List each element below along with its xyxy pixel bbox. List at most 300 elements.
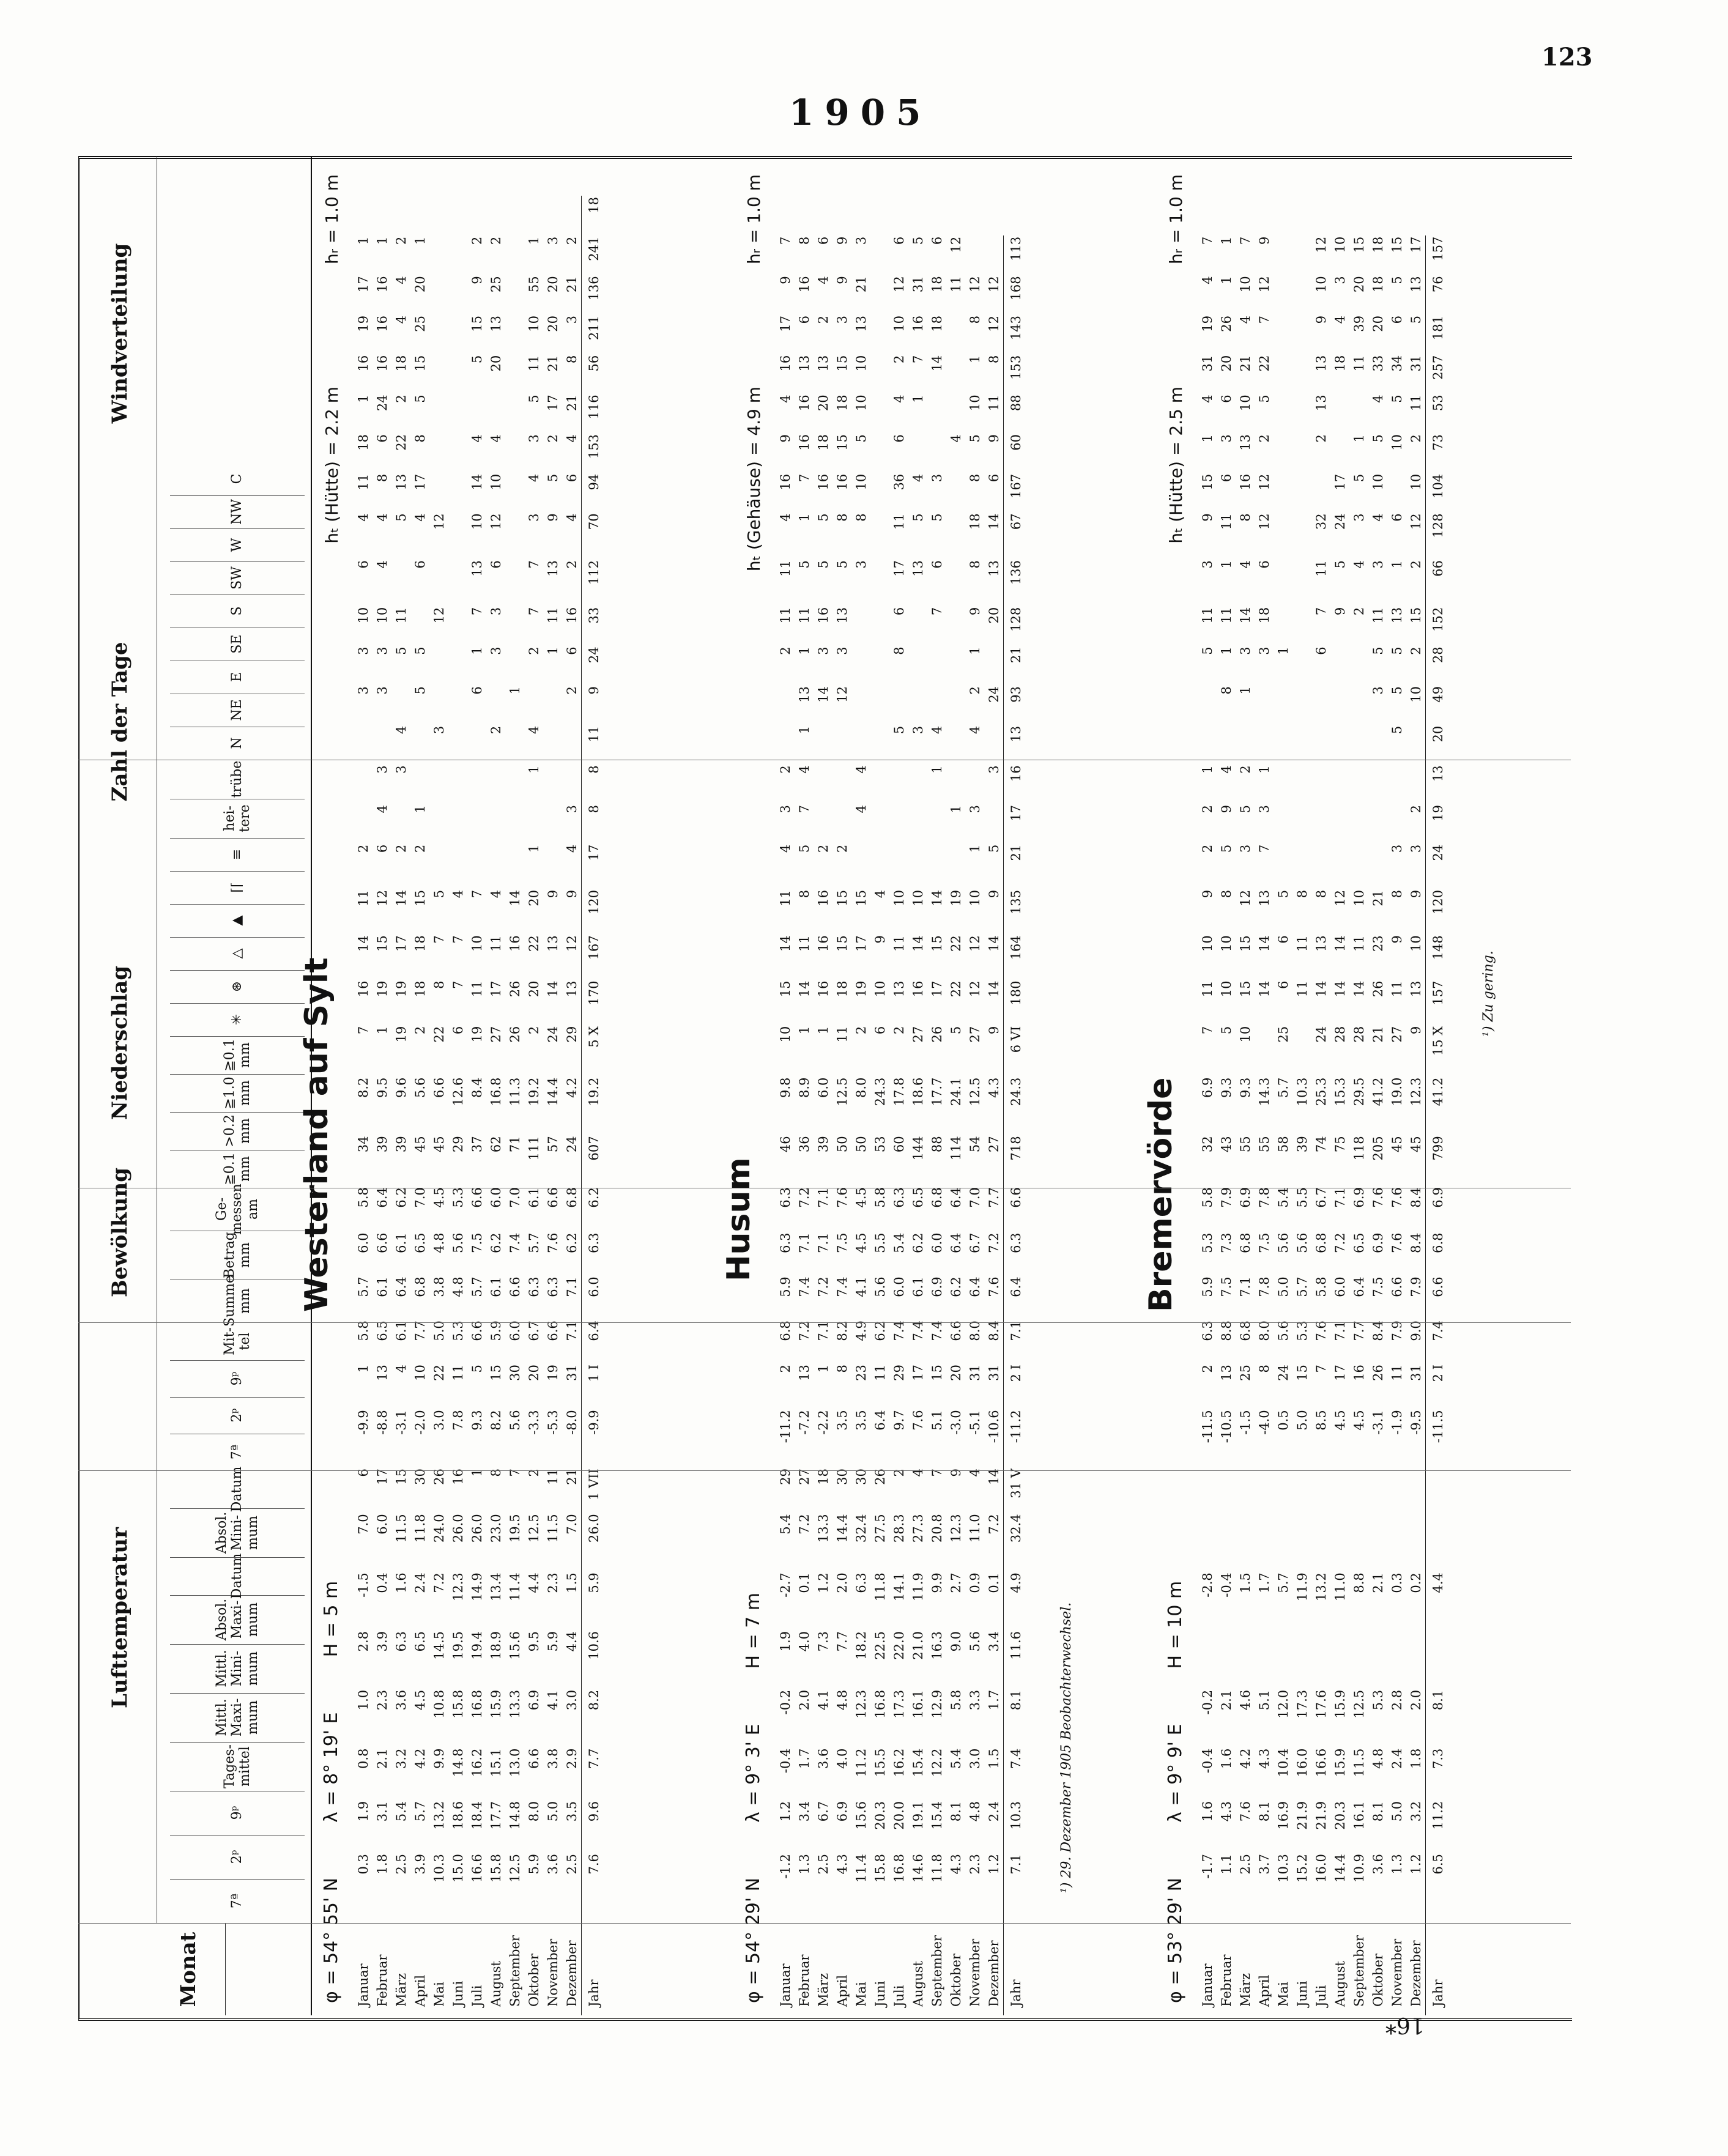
table-cell: [946, 606, 965, 646]
table-cell: 55: [526, 276, 541, 293]
table-cell: 1: [1218, 560, 1234, 569]
table-cell: 4: [853, 765, 869, 774]
table-cell: 6.5: [1426, 1853, 1451, 1905]
table-cell: 2: [1200, 844, 1215, 853]
hr-height: hᵣ = 1.0 m: [744, 174, 764, 264]
table-cell: [429, 433, 448, 473]
table-cell: 4: [469, 434, 484, 443]
table-cell: [1217, 1513, 1236, 1571]
table-cell: 25: [488, 276, 503, 293]
table-cell: [870, 645, 889, 685]
table-cell: 19: [469, 1026, 484, 1043]
table-cell: 1: [1237, 686, 1253, 695]
table-cell: 4.5: [412, 1689, 428, 1711]
table-cell: 27: [967, 1026, 982, 1043]
table-cell: 12: [986, 276, 1001, 293]
table-cell: 11: [834, 1026, 850, 1043]
table-cell: 4.3: [986, 1077, 1001, 1098]
table-cell: 6.1: [488, 1276, 503, 1297]
table-cell: 1: [507, 686, 522, 695]
table-cell: 3: [1351, 513, 1366, 522]
table-cell: 3.6: [545, 1854, 560, 1875]
station-name: Husum: [721, 1157, 757, 1281]
table-cell: [524, 685, 543, 725]
table-cell: 14: [929, 355, 944, 372]
table-cell: [908, 843, 927, 889]
table-cell: 8: [564, 355, 579, 364]
table-cell: 11: [1389, 980, 1404, 998]
month-label: Oktober: [948, 1954, 963, 2007]
table-cell: -9.9: [355, 1410, 371, 1435]
table-cell: 5.6: [1275, 1321, 1291, 1341]
table-cell: 4.2: [1237, 1748, 1253, 1769]
table-cell: 19: [853, 980, 869, 998]
table-cell: 6.2: [910, 1232, 925, 1253]
table-cell: 3: [355, 646, 371, 655]
table-cell: 6.1: [526, 1187, 541, 1208]
table-cell: 6: [412, 560, 428, 569]
table-cell: 718: [1004, 1135, 1029, 1186]
table-cell: 5: [412, 646, 428, 655]
table-cell: 13: [393, 473, 409, 491]
table-cell: 5: [1408, 316, 1423, 324]
table-cell: 7.0: [412, 1187, 428, 1208]
table-cell: 18: [834, 395, 850, 412]
table-cell: 7: [526, 560, 541, 569]
table-cell: 2.1: [1370, 1573, 1385, 1593]
table-cell: 15.1: [488, 1748, 503, 1777]
table-cell: 5: [412, 686, 428, 695]
table-cell: 16: [1004, 764, 1029, 804]
table-cell: 7.4: [891, 1321, 907, 1341]
table-cell: 5.1: [1256, 1689, 1272, 1711]
table-cell: 4: [967, 1469, 982, 1477]
table-cell: 2: [355, 844, 371, 853]
table-cell: 12.2: [929, 1748, 944, 1777]
table-cell: 3: [526, 434, 541, 443]
table-cell: 211: [582, 314, 607, 354]
table-cell: 31: [1408, 355, 1423, 372]
table-cell: [467, 843, 486, 889]
table-cell: 2: [815, 316, 831, 324]
table-cell: 7.4: [929, 1321, 944, 1341]
table-cell: 1: [967, 844, 982, 853]
table-cell: [927, 645, 946, 685]
table-cell: 1.2: [1408, 1854, 1423, 1875]
table-cell: 5.3: [450, 1321, 465, 1341]
table-cell: 8: [1389, 890, 1404, 898]
table-cell: [448, 804, 467, 843]
table-cell: 1.5: [986, 1748, 1001, 1769]
table-cell: [1387, 1513, 1406, 1571]
table-cell: 13: [1237, 434, 1253, 451]
table-cell: 7: [796, 805, 812, 813]
table-row: [467, 156, 486, 2015]
table-cell: 8: [488, 1469, 503, 1477]
table-cell: 16: [450, 1469, 465, 1485]
table-cell: 2: [564, 686, 579, 695]
table-row: [505, 156, 524, 2015]
table-cell: 6.6: [1004, 1186, 1029, 1231]
table-cell: -9.5: [1408, 1410, 1423, 1435]
table-cell: 4.9: [853, 1321, 869, 1341]
table-cell: 4.5: [853, 1187, 869, 1208]
table-cell: 5.7: [469, 1276, 484, 1297]
table-cell: 11: [355, 473, 371, 491]
table-cell: 15: [1294, 1365, 1310, 1381]
table-cell: 6.8: [777, 1321, 793, 1341]
table-cell: 18.2: [853, 1631, 869, 1660]
table-cell: 14: [986, 935, 1001, 952]
table-cell: [1311, 685, 1330, 725]
table-cell: [505, 804, 524, 843]
table-cell: 17: [488, 980, 503, 998]
table-cell: [870, 314, 889, 354]
table-row: [1387, 156, 1406, 2015]
table-cell: 6: [1313, 646, 1329, 655]
table-cell: [851, 843, 870, 889]
table-cell: [927, 804, 946, 843]
table-cell: 20: [815, 395, 831, 412]
table-cell: 2: [891, 1469, 907, 1477]
table-cell: 2.4: [412, 1573, 428, 1593]
column-header: Summe mm: [170, 1280, 305, 1323]
table-cell: 24: [1275, 1365, 1291, 1381]
table-cell: 5.3: [1370, 1689, 1385, 1711]
table-cell: 24: [1332, 513, 1348, 530]
column-header: NW: [170, 495, 305, 529]
table-cell: 4: [910, 1469, 925, 1477]
table-cell: 9.8: [777, 1077, 793, 1098]
table-cell: 15.2: [1294, 1854, 1310, 1883]
table-cell: 6.7: [815, 1801, 831, 1822]
table-cell: 6.4: [393, 1276, 409, 1297]
table-cell: 11: [545, 1469, 560, 1485]
table-cell: 16: [815, 890, 831, 906]
table-cell: 4: [393, 316, 409, 324]
table-cell: [486, 393, 505, 433]
table-cell: [814, 764, 832, 804]
table-cell: [505, 314, 524, 354]
geo-phi: φ = 54° 55' N: [321, 1877, 342, 2003]
table-cell: 3: [834, 646, 850, 655]
table-cell: 1 I: [582, 1363, 607, 1409]
table-cell: 6.1: [910, 1276, 925, 1297]
table-cell: [870, 473, 889, 513]
table-cell: 12.3: [948, 1514, 963, 1543]
table-cell: 2: [1408, 805, 1423, 813]
table-cell: 16: [796, 395, 812, 412]
table-cell: 11: [891, 935, 907, 952]
table-cell: [1198, 1467, 1217, 1513]
table-cell: 1.6: [393, 1573, 409, 1593]
table-cell: 17: [891, 560, 907, 577]
table-cell: 6.3: [777, 1232, 793, 1253]
table-cell: -1.7: [1200, 1854, 1215, 1879]
table-cell: 10: [1408, 473, 1423, 491]
table-cell: 13: [834, 607, 850, 624]
table-cell: 6.5: [374, 1321, 390, 1341]
table-cell: 7.6: [1370, 1187, 1385, 1208]
table-cell: 13: [1004, 725, 1029, 765]
table-cell: 17.8: [891, 1077, 907, 1106]
table-cell: [543, 725, 562, 765]
table-row: [543, 156, 562, 2015]
table-cell: 1: [1200, 765, 1215, 774]
table-cell: [984, 804, 1004, 843]
table-cell: 11: [777, 890, 793, 906]
table-cell: 22.5: [872, 1631, 888, 1660]
table-row: [448, 156, 467, 2015]
table-cell: [946, 512, 965, 559]
table-cell: 29: [777, 1469, 793, 1485]
table-cell: 9: [469, 276, 484, 284]
table-cell: 8.0: [1256, 1321, 1272, 1341]
table-cell: 12.9: [929, 1689, 944, 1719]
table-cell: 11: [1294, 935, 1310, 952]
table-cell: 12.5: [967, 1077, 982, 1106]
table-cell: 5: [545, 473, 560, 483]
table-cell: 2.1: [1218, 1689, 1234, 1711]
column-header: W: [170, 528, 305, 562]
table-cell: 71: [507, 1136, 522, 1153]
table-cell: 19: [374, 980, 390, 998]
table-cell: 5: [948, 1026, 963, 1035]
table-cell: 12: [1408, 513, 1423, 530]
table-cell: 7.7: [582, 1747, 607, 1800]
table-cell: 0.5: [1275, 1410, 1291, 1431]
table-cell: 6.8: [929, 1187, 944, 1208]
table-cell: [1368, 843, 1387, 889]
table-cell: [1368, 804, 1387, 843]
table-cell: 2: [1408, 646, 1423, 655]
table-cell: 8: [1237, 513, 1253, 522]
station-heights: [1166, 174, 1186, 544]
page-number: 123: [1541, 43, 1593, 72]
table-cell: 7.0: [507, 1187, 522, 1208]
table-cell: 0.9: [967, 1573, 982, 1593]
column-header: hei-tere: [170, 799, 305, 839]
table-cell: [1255, 725, 1274, 765]
column-header: 2ᵖ: [170, 1835, 305, 1880]
table-cell: 6.9: [1351, 1187, 1366, 1208]
table-cell: 153: [582, 433, 607, 473]
table-cell: 6.2: [393, 1187, 409, 1208]
geo-h: H = 5 m: [321, 1580, 342, 1658]
table-cell: 25: [1275, 1026, 1291, 1043]
table-cell: 11: [986, 395, 1001, 412]
table-cell: 26: [1218, 316, 1234, 332]
table-row: [908, 156, 927, 2015]
table-cell: [505, 354, 524, 394]
table-cell: 26: [1370, 1365, 1385, 1381]
table-cell: 118: [1351, 1136, 1366, 1161]
table-cell: 6.7: [526, 1321, 541, 1341]
table-cell: 16.0: [1294, 1748, 1310, 1777]
table-cell: 27.5: [872, 1514, 888, 1543]
table-cell: 8: [582, 764, 607, 804]
table-cell: [505, 645, 524, 685]
table-cell: 10.3: [1275, 1854, 1291, 1883]
table-cell: 16: [796, 434, 812, 451]
table-cell: 2: [1408, 560, 1423, 569]
table-cell: 4: [393, 725, 409, 735]
table-cell: -7.2: [796, 1410, 812, 1435]
table-cell: 4.3: [1218, 1801, 1234, 1822]
table-cell: 14: [929, 890, 944, 906]
table-cell: 94: [582, 473, 607, 513]
table-cell: 4: [929, 725, 944, 735]
table-cell: 5: [526, 395, 541, 403]
table-cell: 2.0: [834, 1573, 850, 1593]
table-cell: 28.3: [891, 1514, 907, 1543]
table-cell: 4: [967, 725, 982, 735]
geo-phi: φ = 53° 29' N: [1165, 1877, 1186, 2003]
table-row: [984, 156, 1004, 2015]
table-cell: 6.8: [1313, 1232, 1329, 1253]
table-cell: 13: [564, 980, 579, 998]
table-cell: 3: [393, 765, 409, 774]
table-cell: 5: [1389, 276, 1404, 284]
table-cell: 7.0: [355, 1514, 371, 1535]
table-row: [1255, 156, 1274, 2015]
table-cell: 9: [872, 935, 888, 944]
table-cell: 11.2: [853, 1748, 869, 1777]
table-cell: 3: [929, 473, 944, 483]
table-row: [1426, 156, 1451, 2015]
table-cell: 6.3: [526, 1276, 541, 1297]
table-cell: 16: [355, 980, 371, 998]
table-cell: [448, 314, 467, 354]
table-cell: [1406, 725, 1426, 765]
table-cell: 10: [526, 316, 541, 332]
table-cell: 12.3: [450, 1573, 465, 1601]
table-cell: 19.4: [469, 1631, 484, 1660]
column-header: SW: [170, 561, 305, 595]
table-cell: 6.6: [507, 1276, 522, 1297]
table-cell: 4: [853, 805, 869, 813]
table-cell: 6.0: [582, 1275, 607, 1319]
table-cell: 11: [450, 1365, 465, 1381]
table-cell: 5: [1200, 646, 1215, 655]
table-cell: 8: [834, 1365, 850, 1373]
table-cell: 45: [431, 1136, 447, 1153]
table-cell: 167: [1004, 473, 1029, 513]
table-cell: 16: [815, 607, 831, 624]
table-cell: 7.4: [910, 1321, 925, 1341]
table-cell: [870, 843, 889, 889]
table-cell: 3: [1218, 434, 1234, 443]
table-cell: 7.1: [815, 1232, 831, 1253]
table-cell: 19: [545, 1365, 560, 1381]
table-cell: [391, 559, 410, 606]
table-cell: 6: [929, 560, 944, 569]
table-cell: 6.9: [526, 1689, 541, 1711]
table-cell: 31: [1408, 1365, 1423, 1381]
table-cell: 13: [796, 1365, 812, 1381]
table-cell: 4: [1200, 395, 1215, 403]
table-cell: 21: [564, 1469, 579, 1485]
table-cell: 4.1: [815, 1689, 831, 1711]
table-cell: 4.8: [967, 1801, 982, 1822]
table-cell: 31: [1200, 355, 1215, 372]
table-row: [582, 156, 607, 2015]
table-cell: 11: [1351, 935, 1366, 952]
table-cell: 4: [815, 276, 831, 284]
table-cell: 14: [507, 890, 522, 906]
table-cell: 16: [374, 276, 390, 293]
table-cell: 7.7: [834, 1631, 850, 1652]
table-cell: 10: [1408, 935, 1423, 952]
table-cell: 11.9: [1294, 1573, 1310, 1601]
table-cell: 66: [1426, 559, 1451, 606]
table-cell: [543, 764, 562, 804]
table-cell: 6: [355, 1469, 371, 1477]
table-cell: [1274, 559, 1292, 606]
table-row: [373, 156, 391, 2015]
table-cell: 135: [1004, 889, 1029, 934]
table-cell: 39: [374, 1136, 390, 1153]
table-cell: 20: [1218, 355, 1234, 372]
table-cell: 4: [374, 560, 390, 569]
month-label: November: [545, 1938, 560, 2007]
table-cell: 128: [1004, 606, 1029, 646]
table-cell: 24.0: [431, 1514, 447, 1543]
table-cell: 29.5: [1351, 1077, 1366, 1106]
table-cell: [870, 235, 889, 275]
table-cell: 3: [1200, 560, 1215, 569]
table-cell: 3: [1256, 805, 1272, 813]
table-cell: 30: [507, 1365, 522, 1381]
table-cell: 7.6: [910, 1410, 925, 1431]
table-cell: 4: [1200, 276, 1215, 284]
table-cell: 4.2: [412, 1748, 428, 1769]
table-cell: 153: [1004, 354, 1029, 394]
table-cell: 11: [891, 513, 907, 530]
table-cell: [1387, 804, 1406, 843]
table-cell: 112: [582, 559, 607, 606]
table-cell: 10: [469, 935, 484, 952]
table-cell: [908, 645, 927, 685]
table-cell: [448, 235, 467, 275]
table-cell: 9: [545, 890, 560, 898]
table-cell: 7.8: [1256, 1187, 1272, 1208]
table-cell: 8: [431, 980, 447, 989]
table-cell: 17: [582, 843, 607, 889]
table-cell: 3: [1389, 844, 1404, 853]
table-cell: 17: [355, 276, 371, 293]
table-cell: 6.6: [545, 1321, 560, 1341]
table-cell: 152: [1426, 606, 1451, 646]
table-cell: 24: [1313, 1026, 1329, 1043]
table-cell: 15: [834, 434, 850, 451]
table-cell: 22: [431, 1365, 447, 1381]
table-cell: [467, 764, 486, 804]
month-label: Mai: [1275, 1982, 1291, 2007]
table-cell: [1292, 645, 1311, 685]
geo-phi: φ = 54° 29' N: [743, 1877, 764, 2003]
month-label: Oktober: [526, 1954, 541, 2007]
table-cell: 7.3: [1426, 1747, 1451, 1800]
column-header: Mittl. Mini-mum: [170, 1644, 305, 1694]
table-cell: 24: [564, 1136, 579, 1153]
table-cell: 7.2: [796, 1514, 812, 1535]
table-cell: 29: [564, 1026, 579, 1043]
signature-mark: 16*: [1385, 2012, 1425, 2037]
table-cell: 15.9: [1332, 1748, 1348, 1777]
table-cell: 16.2: [891, 1748, 907, 1777]
table-cell: [1330, 1630, 1349, 1689]
